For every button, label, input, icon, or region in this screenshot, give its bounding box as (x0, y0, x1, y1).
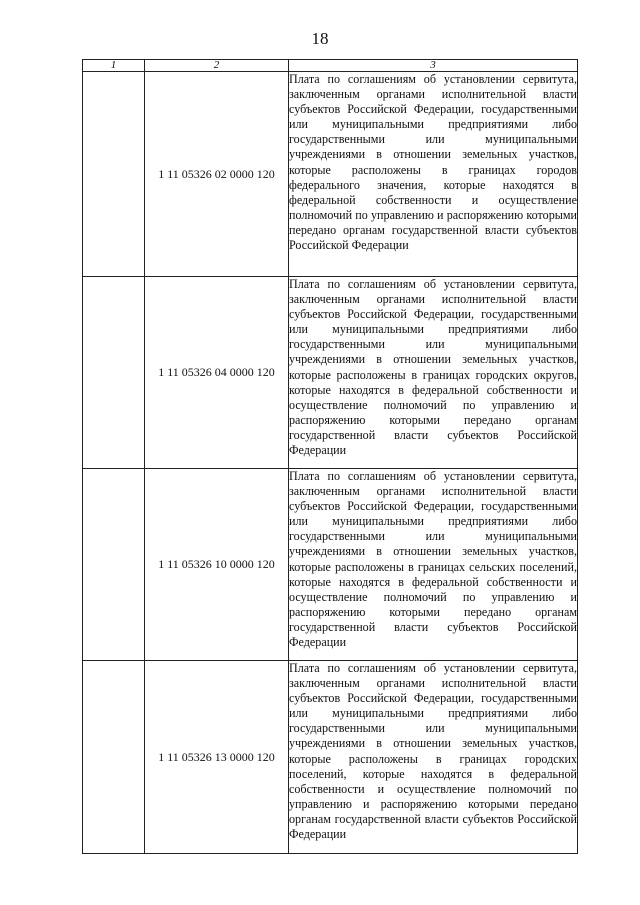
column-header-1: 1 (83, 60, 145, 72)
row-col1-cell (83, 277, 145, 469)
row-col1-cell (83, 469, 145, 661)
budget-codes-table (82, 59, 578, 854)
page-number: 18 (311, 29, 329, 48)
table-row (83, 469, 578, 661)
column-header-3: 3 (289, 60, 578, 72)
table-row (83, 72, 578, 277)
description-cell: Плата по соглашениям об установлении сервитута, заключенным органами исполнительной власти субъектов Российской Федерации, государственными или муниципальными предприятиями либо государственными или муниципальными учреждениями в отношении земельных участков, которые расположены в границах городских округов, которые находятся в федеральной собственности и осуществление полномочий по управлению и распоряжению которыми передано органам государственной власти субъектов Российской Федерации (289, 277, 578, 469)
budget-code-cell: 1 11 05326 02 0000 120 (145, 72, 289, 277)
table-row (83, 277, 578, 469)
budget-code-cell: 1 11 05326 13 0000 120 (145, 661, 289, 854)
description-cell: Плата по соглашениям об установлении сервитута, заключенным органами исполнительной власти субъектов Российской Федерации, государственными или муниципальными предприятиями либо государственными или муниципальными учреждениями в отношении земельных участков, которые расположены в границах городских поселений, которые находятся в федеральной собственности и осуществление полномочий по управлению и распоряжению которыми передано органам государственной власти субъектов Российской Федерации (289, 661, 578, 854)
budget-code-cell: 1 11 05326 10 0000 120 (145, 469, 289, 661)
column-header-2: 2 (145, 60, 289, 72)
budget-code-cell: 1 11 05326 04 0000 120 (145, 277, 289, 469)
description-cell: Плата по соглашениям об установлении сервитута, заключенным органами исполнительной власти субъектов Российской Федерации, государственными или муниципальными предприятиями либо государственными или муниципальными учреждениями в отношении земельных участков, которые расположены в границах сельских поселений, которые находятся в федеральной собственности и осуществление полномочий по управлению и распоряжению которыми передано органам государственной власти субъектов Российской Федерации (289, 469, 578, 661)
row-col1-cell (83, 661, 145, 854)
table-row (83, 661, 578, 854)
table-header-row (83, 60, 578, 72)
row-col1-cell (83, 72, 145, 277)
description-cell: Плата по соглашениям об установлении сервитута, заключенным органами исполнительной власти субъектов Российской Федерации, государственными или муниципальными предприятиями либо государственными или муниципальными учреждениями в отношении земельных участков, которые расположены в границах городов федерального значения, которые находятся в федеральной собственности и осуществление полномочий по управлению и распоряжению которыми передано органам государственной власти субъектов Российской Федерации (289, 72, 578, 277)
